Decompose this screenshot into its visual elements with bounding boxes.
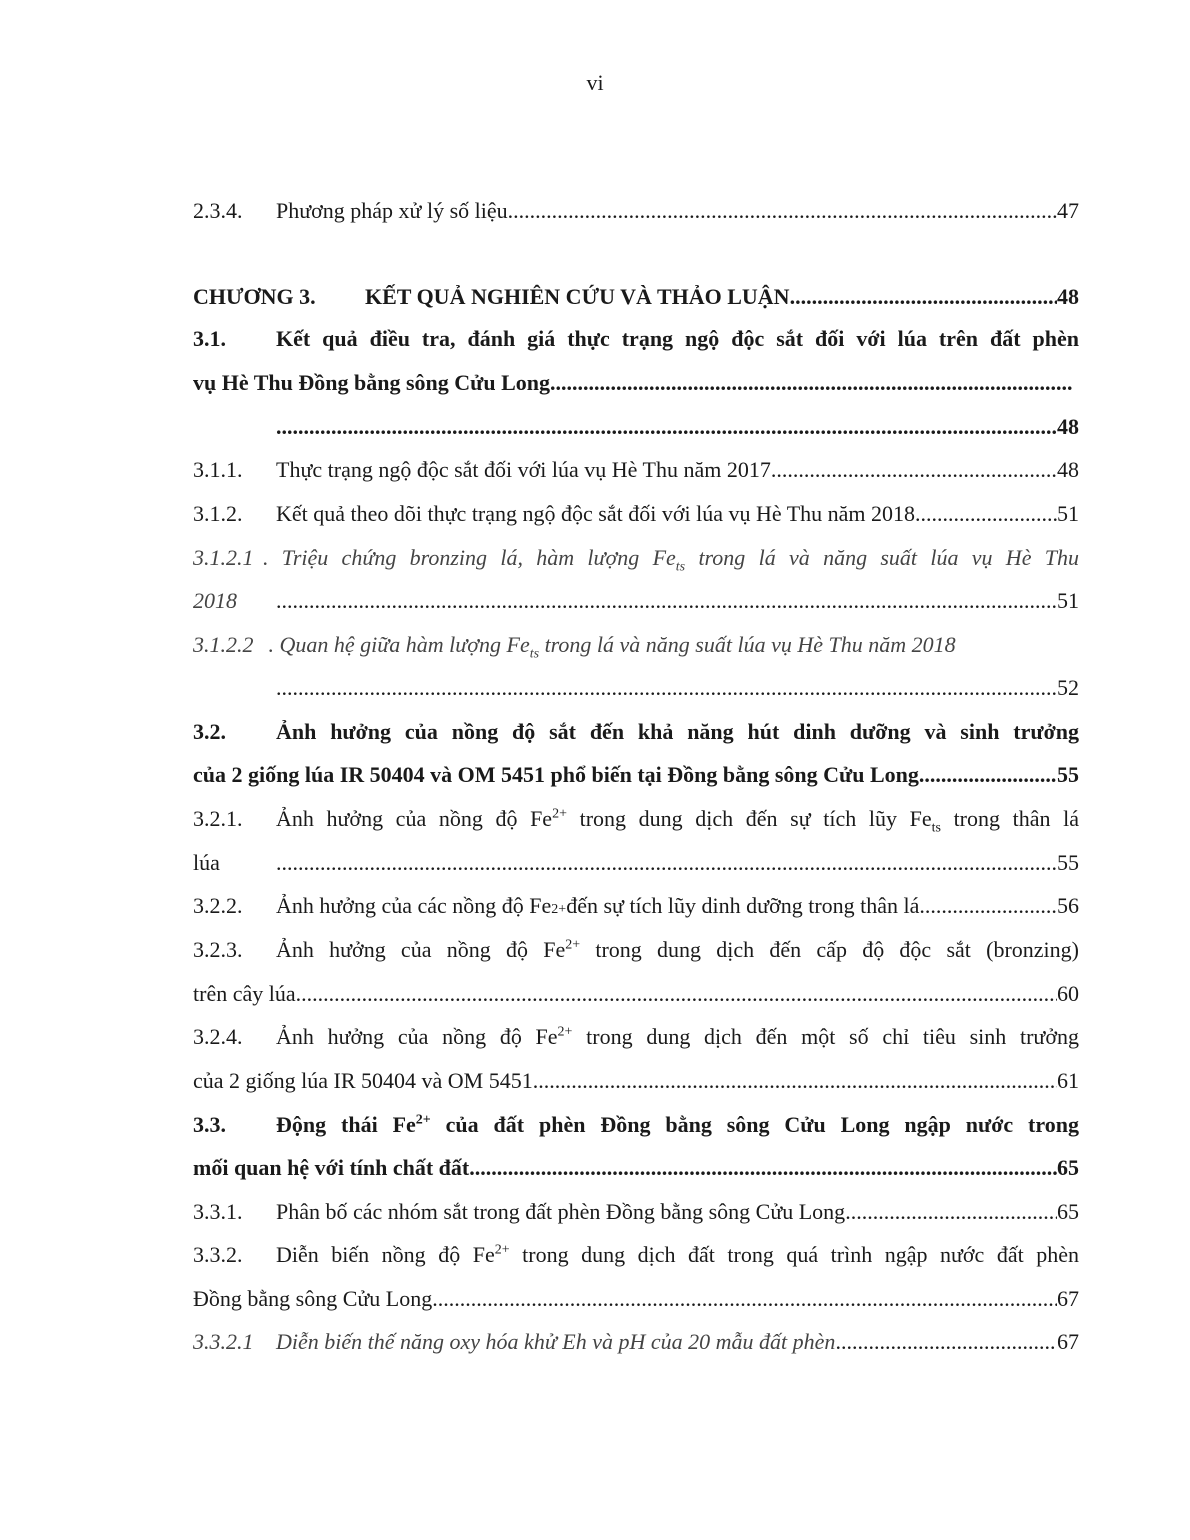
toc-entry-title-rest: trong lá và năng suất lúa vụ Hè Thu năm 2018 <box>539 632 956 657</box>
toc-leader-dots <box>550 368 1073 398</box>
toc-subsubsection[interactable] <box>193 630 1079 660</box>
toc-entry[interactable] <box>193 935 1079 965</box>
superscript: 2+ <box>494 1242 510 1258</box>
subscript: ts <box>675 559 686 575</box>
toc-leader-dots <box>790 282 1057 312</box>
toc-entry-title: . Triệu chứng bronzing lá, hàm lượng Fe <box>263 545 676 570</box>
toc-entry-number: 3.1.2. <box>193 501 243 526</box>
toc-entry-page: 61 <box>1057 1068 1079 1093</box>
toc-leader-dots <box>296 979 1057 1009</box>
page-number: vi <box>586 70 604 95</box>
superscript: 2+ <box>565 937 581 953</box>
toc-entry[interactable] <box>193 1240 1079 1270</box>
toc-entry-number: 3.3.2. <box>193 1242 243 1267</box>
toc-entry-continuation <box>193 760 1079 790</box>
toc-entry[interactable] <box>193 196 1079 226</box>
toc-entry-page: 48 <box>1057 457 1079 482</box>
toc-leader-dots <box>508 196 1057 226</box>
toc-entry-page: 65 <box>1057 1199 1079 1224</box>
toc-entry-title: Diễn biến thế năng oxy hóa khử Eh và pH của 20 mẫu đất phèn <box>276 1329 836 1354</box>
toc-entry[interactable]: 3.2.2. Ảnh hưởng của các nồng độ Fe 2+ đến sự tích lũy dinh dưỡng trong thân lá ..... 56 <box>193 891 1079 921</box>
toc-entry-page: 56 <box>1057 893 1079 918</box>
toc-entry-title: Ảnh hưởng của nồng độ sắt đến khả năng hút dinh dưỡng và sinh trưởng <box>276 719 1079 744</box>
toc-entry-continuation <box>193 848 1079 878</box>
toc-entry-title: Ảnh hưởng của các nồng độ Fe <box>276 893 552 918</box>
toc-entry-page: 51 <box>1057 588 1079 613</box>
toc-entry-number: 3.2. <box>193 719 226 744</box>
toc-entry-title: Ảnh hưởng của nồng độ Fe <box>276 1024 558 1049</box>
toc-entry-title: KẾT QUẢ NGHIÊN CỨU VÀ THẢO LUẬN <box>365 284 790 309</box>
toc-entry-title-cont: lúa <box>193 850 220 875</box>
toc-entry-title: Thực trạng ngộ độc sắt đối với lúa vụ Hè Thu năm 2017 <box>276 457 771 482</box>
toc-entry-title-cont: trên cây lúa <box>193 981 296 1006</box>
toc-leader-dots <box>771 455 1057 485</box>
toc-entry-continuation <box>193 586 1079 616</box>
toc-entry-page: 55 <box>1057 850 1079 875</box>
toc-subsubsection[interactable] <box>193 1327 1079 1357</box>
toc-section[interactable] <box>193 717 1079 747</box>
toc-entry-title: Phương pháp xử lý số liệu <box>276 198 508 223</box>
toc-entry-continuation <box>193 1066 1079 1096</box>
toc-entry-continuation <box>193 979 1079 1009</box>
toc-entry-number: 3.3.2.1 <box>193 1329 254 1354</box>
toc-entry-title-cont: 2018 <box>193 588 237 613</box>
toc-entry-title-rest: trong dung dịch đến cấp độ độc sắt (bronzing) <box>580 937 1079 962</box>
toc-entry-page: 60 <box>1057 981 1079 1006</box>
toc-entry-continuation <box>193 1284 1079 1314</box>
superscript: 2+ <box>415 1112 431 1128</box>
toc-leader-dots <box>276 586 1057 616</box>
toc-leader-dots <box>432 1284 1057 1314</box>
toc-entry[interactable] <box>193 499 1079 529</box>
toc-entry-number: 3.2.2. <box>193 893 243 918</box>
toc-section[interactable] <box>193 1110 1079 1140</box>
toc-entry-title: Diễn biến nồng độ Fe <box>276 1242 495 1267</box>
toc-subsubsection[interactable] <box>193 543 1079 573</box>
toc-entry-number: 3.1.2.1 <box>193 545 254 570</box>
toc-entry-title-rest: trong dung dịch đến sự tích lũy Fe <box>566 806 932 831</box>
toc-entry-number: 3.1. <box>193 326 226 351</box>
subscript: ts <box>931 820 941 836</box>
toc-entry-title: Kết quả điều tra, đánh giá thực trạng ngộ độc sắt đối với lúa trên đất phèn <box>276 326 1079 351</box>
toc-entry-title-rest: của đất phèn Đồng bằng sông Cửu Long ngập nước trong <box>430 1112 1079 1137</box>
toc-leader-dots <box>835 1327 1057 1357</box>
toc-entry-page: 51 <box>1057 501 1079 526</box>
toc-entry-title-cont: vụ Hè Thu Đồng bằng sông Cửu Long <box>193 370 550 395</box>
toc-leader-dots <box>915 499 1057 529</box>
toc-entry-title: Kết quả theo dõi thực trạng ngộ độc sắt đối với lúa vụ Hè Thu năm 2018 <box>276 501 916 526</box>
toc-entry-number: 3.2.4. <box>193 1024 243 1049</box>
toc-entry[interactable] <box>193 804 1079 834</box>
toc-entry-title-rest: trong dung dịch đất trong quá trình ngập nước đất phèn <box>509 1242 1079 1267</box>
toc-entry-page: 67 <box>1057 1286 1079 1311</box>
toc-leader-dots <box>919 760 1057 790</box>
toc-leader-dots <box>845 1197 1057 1227</box>
toc-leader-dots <box>919 891 1057 921</box>
toc-entry-title-cont: mối quan hệ với tính chất đất <box>193 1155 470 1180</box>
toc-entry-number: 2.3.4. <box>193 198 243 223</box>
toc-entry-continuation <box>193 368 1073 398</box>
superscript: 2+ <box>557 1024 573 1040</box>
toc-entry[interactable] <box>193 1022 1079 1052</box>
toc-entry-title-cont: của 2 giống lúa IR 50404 và OM 5451 <box>193 1068 533 1093</box>
toc-entry-page: 48 <box>1057 414 1079 439</box>
toc-entry-title: Ảnh hưởng của nồng độ Fe <box>276 937 566 962</box>
superscript: 2+ <box>552 806 567 822</box>
toc-chapter[interactable] <box>193 282 1079 312</box>
toc-entry-page: 55 <box>1057 762 1079 787</box>
toc-entry-number: 3.3. <box>193 1112 226 1137</box>
toc-entry-title-rest: trong lá và năng suất lúa vụ Hè Thu <box>685 545 1079 570</box>
toc-entry-page: 52 <box>1057 675 1079 700</box>
toc-entry[interactable] <box>193 455 1079 485</box>
toc-entry-title-rest: trong dung dịch đến một số chỉ tiêu sinh trưởng <box>572 1024 1079 1049</box>
toc-entry-continuation <box>193 1153 1079 1183</box>
toc-entry-title-cont: Đồng bằng sông Cửu Long <box>193 1286 433 1311</box>
toc-entry-page: 65 <box>1057 1155 1079 1180</box>
toc-leader-dots <box>276 848 1057 878</box>
subscript: ts <box>529 646 540 662</box>
toc-entry-title-rest: đến sự tích lũy dinh dưỡng trong thân lá <box>566 893 920 918</box>
toc-entry-number: 3.3.1. <box>193 1199 243 1224</box>
toc-entry-page: 47 <box>1057 198 1079 223</box>
toc-entry-title: Phân bố các nhóm sắt trong đất phèn Đồng bằng sông Cửu Long <box>276 1199 846 1224</box>
toc-leader-dots <box>276 412 1057 442</box>
toc-leader-dots <box>533 1066 1057 1096</box>
toc-entry-number: 3.2.1. <box>193 806 243 831</box>
toc-entry-continuation <box>276 673 1079 703</box>
toc-entry[interactable] <box>193 1197 1079 1227</box>
toc-entry-number: 3.1.1. <box>193 457 243 482</box>
toc-entry-title-cont: của 2 giống lúa IR 50404 và OM 5451 phổ biến tại Đồng bằng sông Cửu Long <box>193 762 919 787</box>
toc-entry-title: . Quan hệ giữa hàm lượng Fe <box>268 632 530 657</box>
toc-entry-page: 48 <box>1057 284 1079 309</box>
toc-section[interactable] <box>193 324 1079 354</box>
toc-entry-number: 3.1.2.2 <box>193 632 254 657</box>
toc-entry-page: 67 <box>1057 1329 1079 1354</box>
toc-entry-title-rest2: trong thân lá <box>940 806 1079 831</box>
toc-leader-dots <box>469 1153 1057 1183</box>
toc-entry-title: Động thái Fe <box>276 1112 416 1137</box>
toc-entry-number: 3.2.3. <box>193 937 243 962</box>
toc-entry-number: CHƯƠNG 3. <box>193 284 316 309</box>
toc-entry-continuation <box>276 412 1079 442</box>
toc-leader-dots <box>276 673 1057 703</box>
toc-entry-title: Ảnh hưởng của nồng độ Fe <box>276 806 553 831</box>
